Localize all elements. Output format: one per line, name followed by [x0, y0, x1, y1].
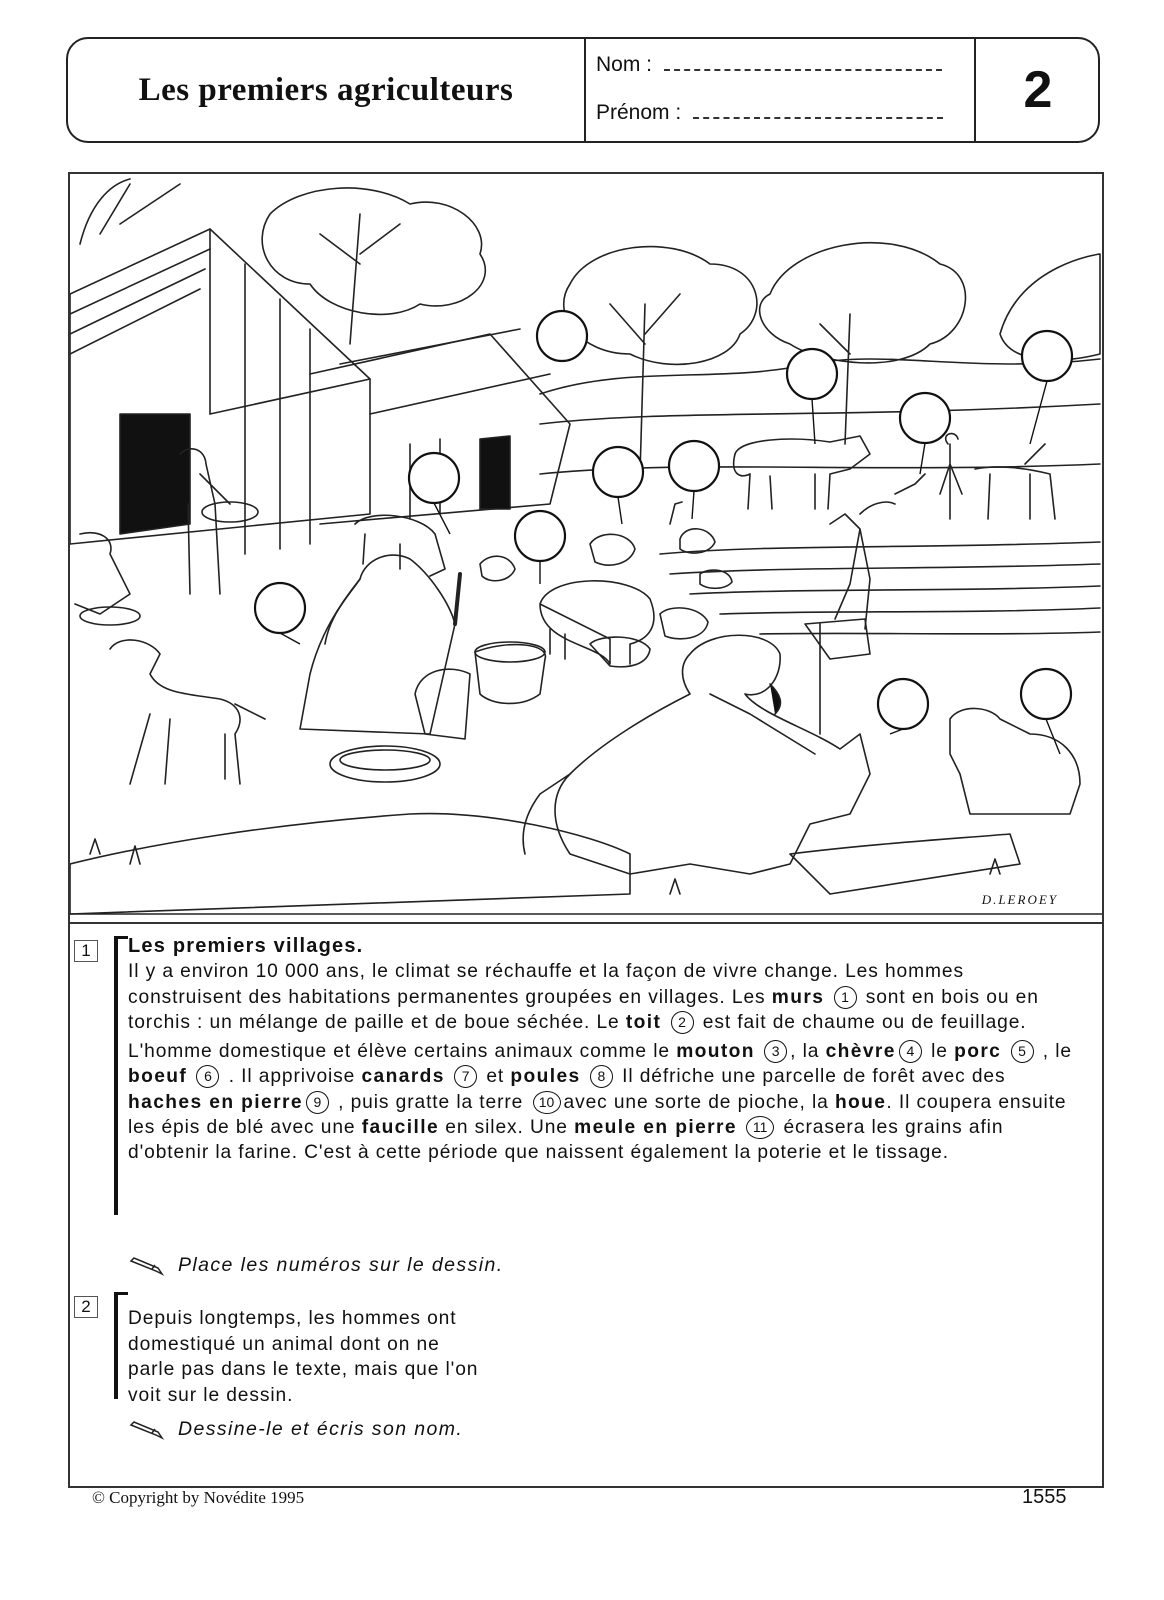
term-porc: porc — [954, 1041, 1002, 1063]
term-houe: houe — [834, 1091, 887, 1113]
illustrator-signature: D.LEROEY — [981, 892, 1058, 907]
label-circle — [255, 583, 305, 633]
text: . Il coupera ensuite les épis de blé avec une — [128, 1091, 1067, 1139]
exercise-2-number: 2 — [74, 1296, 98, 1318]
nom-label: Nom : — [596, 53, 653, 76]
number-circle-6: 6 — [196, 1065, 219, 1088]
exercise-2-question: Depuis longtemps, les hommes ont domestiqué un animal dont on ne parle pas dans le texte, mais que l'on voit sur le dessin. — [128, 1308, 479, 1406]
number-circle-3: 3 — [764, 1040, 787, 1063]
term-poules: poules — [510, 1066, 581, 1088]
term-chevre: chèvre — [825, 1041, 896, 1063]
text: en silex. Une — [439, 1117, 575, 1139]
text: sont en bois ou en torchis : un mélange de paille et de boue séchée. Le — [128, 986, 1039, 1033]
nom-blank[interactable] — [664, 69, 942, 71]
exercise-2-bracket — [114, 1292, 128, 1399]
exercise-2-instruction — [128, 1418, 463, 1441]
exercise-1-text — [128, 934, 1074, 1166]
exercise-1-number: 1 — [74, 940, 98, 962]
prenom-blank[interactable] — [693, 117, 943, 119]
number-circle-10: 10 — [533, 1091, 561, 1114]
pencil-icon — [128, 1420, 168, 1440]
instruction-text: Dessine-le et écris son nom. — [178, 1418, 464, 1440]
label-circle — [900, 393, 950, 443]
label-circle — [593, 447, 643, 497]
number-circle-9: 9 — [306, 1091, 329, 1114]
pencil-icon — [128, 1256, 168, 1276]
label-circle — [1021, 669, 1071, 719]
exercise-1-instruction — [128, 1254, 504, 1277]
term-toit: toit — [625, 1011, 662, 1033]
number-circle-11: 11 — [746, 1116, 774, 1139]
copyright: © Copyright by Novédite 1995 — [92, 1488, 305, 1507]
nom-field[interactable] — [596, 53, 942, 77]
text: Il y a environ 10 000 ans, le climat se réchauffe et la façon de vivre change. Les hommes construisent des habitations permanentes groupées en villages. Les — [128, 961, 964, 1008]
page-title: Les premiers agriculteurs — [138, 71, 514, 108]
term-murs: murs — [771, 986, 825, 1008]
illustration-drawing — [70, 174, 1102, 924]
prenom-label: Prénom : — [596, 101, 682, 124]
label-circle — [537, 311, 587, 361]
divider — [584, 39, 586, 141]
text: . Il apprivoise — [222, 1066, 362, 1088]
exercise-1-bracket — [114, 936, 128, 1215]
label-circle — [515, 511, 565, 561]
number-circle-7: 7 — [454, 1065, 477, 1088]
label-circle — [878, 679, 928, 729]
label-circle — [669, 441, 719, 491]
instruction-text: Place les numéros sur le dessin. — [178, 1254, 504, 1276]
label-circle — [409, 453, 459, 503]
header-box — [66, 37, 1100, 143]
text: , puis gratte la terre — [331, 1091, 530, 1113]
text: est fait de chaume ou de feuillage. — [702, 1011, 1027, 1033]
exercise-1-heading: Les premiers villages. — [128, 935, 364, 957]
text: , le — [1036, 1041, 1072, 1063]
text: L'homme domestique et élève certains animaux comme le — [128, 1041, 677, 1063]
text: le — [931, 1041, 955, 1063]
number-circle-8: 8 — [590, 1065, 613, 1088]
term-canards: canards — [361, 1066, 445, 1088]
term-haches: haches en pierre — [128, 1091, 303, 1113]
label-circle — [787, 349, 837, 399]
title-cell — [68, 39, 584, 141]
number-circle-4: 4 — [899, 1040, 922, 1063]
paragraph-villages — [128, 959, 1074, 1035]
text: et — [480, 1066, 511, 1088]
text: Il défriche une parcelle de forêt avec des — [615, 1066, 1006, 1088]
village-illustration — [68, 172, 1104, 924]
term-meule: meule en pierre — [574, 1117, 737, 1139]
text: avec une sorte de pioche, la — [563, 1091, 835, 1113]
term-faucille: faucille — [361, 1117, 440, 1139]
text: écrasera les grains afin d'obtenir la farine. C'est à cette période que naissent également la poterie et le tissage. — [128, 1117, 1004, 1164]
number-circle-1: 1 — [834, 986, 857, 1009]
paragraph-animals — [128, 1039, 1074, 1165]
page-number: 1555 — [1022, 1486, 1067, 1508]
label-circle — [1022, 331, 1072, 381]
term-boeuf: boeuf — [128, 1066, 188, 1088]
sheet-number: 2 — [1023, 61, 1053, 119]
term-mouton: mouton — [676, 1041, 755, 1063]
prenom-field[interactable] — [596, 101, 943, 125]
exercise-2-text — [128, 1306, 488, 1408]
text: , la — [790, 1041, 826, 1063]
number-circle-2: 2 — [671, 1011, 694, 1034]
number-circle-5: 5 — [1011, 1040, 1034, 1063]
